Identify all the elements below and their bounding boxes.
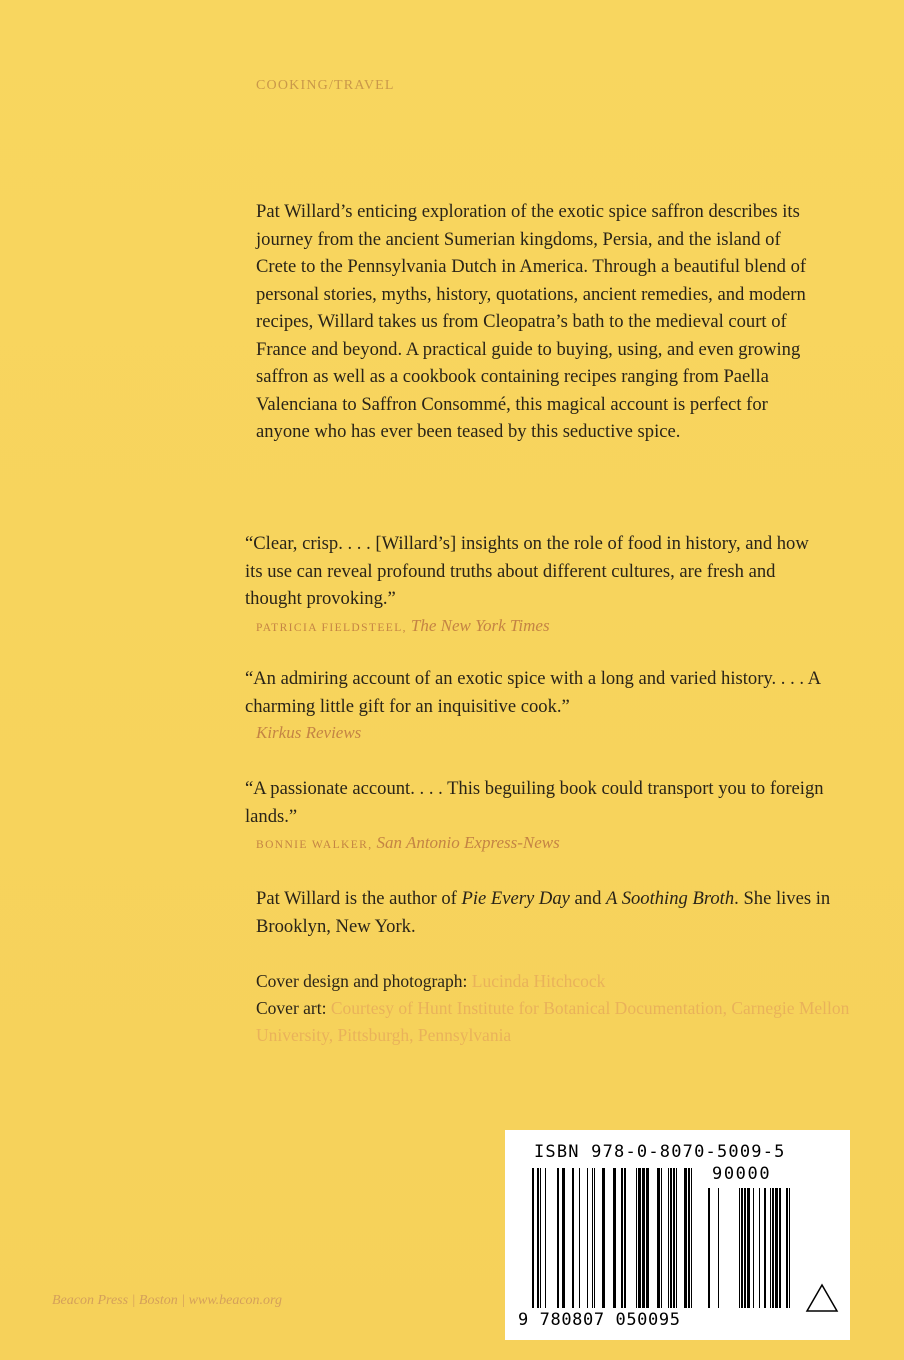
review-quote: [245, 665, 825, 747]
review-source: [256, 830, 825, 858]
art-credit-label: Cover art:: [256, 998, 331, 1018]
review-text: “An admiring account of an exotic spice with a long and varied history. . . . A charming little gift for an inquisitive cook.”: [245, 668, 821, 717]
price-code: 90000: [712, 1164, 772, 1184]
review-source: [256, 613, 825, 641]
review-quote: [245, 530, 825, 641]
book-title: A Soothing Broth: [606, 888, 735, 909]
book-description: Pat Willard’s enticing exploration of the exotic spice saffron describes its journey from the ancient Sumerian kingdoms, Persia, and the island of Crete to the Pennsylvania Dutch in America. Through a beautiful blend of personal stories, myths, history, quotations, ancient remedies, and modern recipes, Willard takes us from Cleopatra’s bath to the medieval court of France and beyond. A practical guide to buying, using, and even growing saffron as well as a cookbook containing recipes ranging from Paella Valenciana to Saffron Consommé, this magical account is perfect for anyone who has ever been teased by this seductive spice.: [256, 201, 807, 442]
review-publication: San Antonio Express-News: [376, 833, 560, 852]
book-title: Pie Every Day: [461, 888, 570, 909]
bio-text: and: [569, 888, 607, 909]
review-text: “A passionate account. . . . This beguiling book could transport you to foreign lands.”: [245, 778, 824, 827]
bio-text: Pat Willard is the author of: [256, 888, 462, 909]
design-credit-label: Cover design and photograph:: [256, 971, 472, 991]
design-credit-value: Lucinda Hitchcock: [471, 971, 606, 991]
triangle-icon: [805, 1283, 839, 1313]
cover-credits: [256, 968, 876, 1049]
review-publication: The New York Times: [410, 615, 550, 635]
art-credit-value: Courtesy of Hunt Institute for Botanical Documentation, Carnegie Mellon University, Pittsburgh, Pennsylvania: [256, 998, 850, 1045]
reviewer-name: BONNIE WALKER,: [256, 839, 373, 851]
barcode-digits: 9 780807 050095: [518, 1310, 681, 1330]
category-label: COOKING/TRAVEL: [256, 78, 395, 93]
review-publication: Kirkus Reviews: [256, 723, 362, 742]
author-bio: [256, 885, 856, 940]
review-quote: [245, 775, 825, 858]
isbn-number: ISBN 978-0-8070-5009-5: [534, 1142, 786, 1162]
reviewer-name: PATRICIA FIELDSTEEL,: [256, 621, 407, 634]
barcode-icon: [518, 1168, 838, 1310]
bio-text: . She lives in Brooklyn, New York.: [256, 888, 831, 937]
publisher-info: Beacon Press | Boston | www.beacon.org: [52, 1293, 282, 1308]
review-text: “Clear, crisp. . . . [Willard’s] insights on the role of food in history, and how its use can reveal profound truths about different cultures, are fresh and thought provoking.”: [245, 533, 809, 609]
review-source: [256, 720, 825, 747]
